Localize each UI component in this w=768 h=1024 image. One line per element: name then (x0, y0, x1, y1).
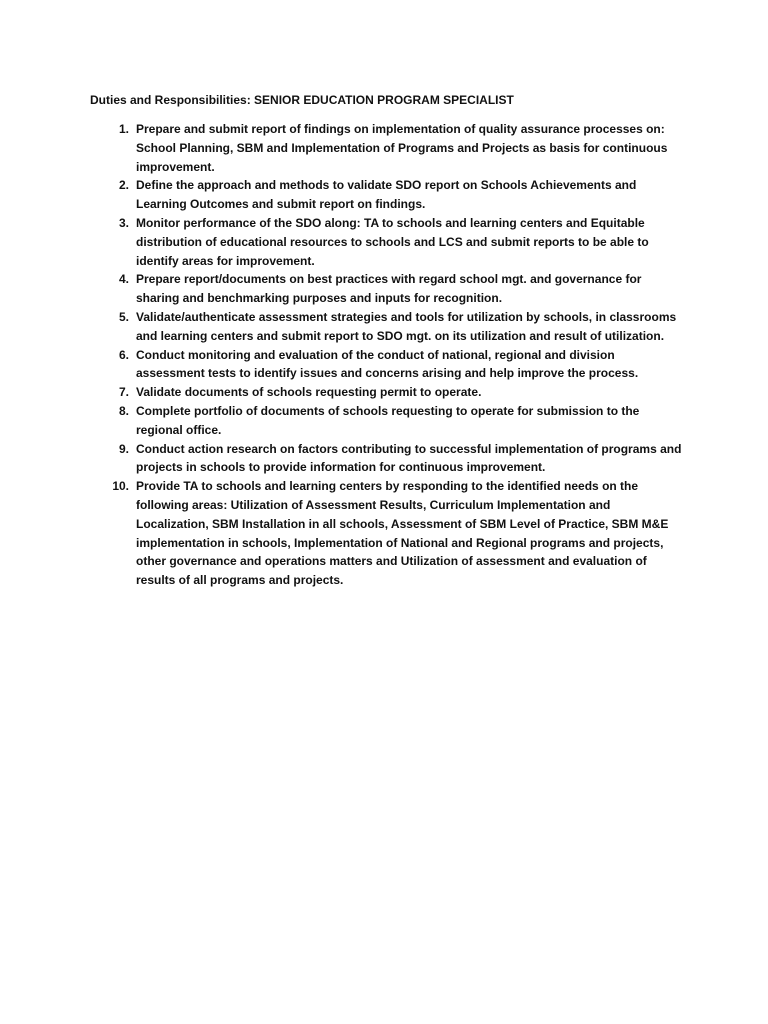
document-title: Duties and Responsibilities: SENIOR EDUCATION PROGRAM SPECIALIST (90, 93, 514, 107)
duty-number: 7. (118, 385, 129, 400)
duty-number: 6. (118, 347, 129, 362)
duty-item-5 (105, 308, 685, 346)
duty-number: 4. (118, 272, 129, 287)
duty-number: 3. (118, 215, 129, 230)
duties-list (105, 120, 685, 590)
duty-text: Prepare and submit report of findings on implementation of quality assurance processes on: School Planning, SBM and Implementation of Programs and Projects as basis for continuous improvement. (136, 122, 668, 174)
duty-item-2 (105, 176, 685, 214)
duty-text: Validate documents of schools requesting permit to operate. (136, 385, 482, 400)
duty-number: 8. (118, 403, 129, 418)
duty-item-8 (105, 402, 685, 440)
duty-text: Conduct action research on factors contributing to successful implementation of programs and projects in schools to provide information for continuous improvement. (136, 441, 682, 475)
duty-number: 5. (118, 309, 129, 324)
duty-text: Complete portfolio of documents of schools requesting to operate for submission to the regional office. (136, 403, 640, 437)
duty-text: Define the approach and methods to validate SDO report on Schools Achievements and Learning Outcomes and submit report on findings. (136, 178, 637, 212)
duty-item-1 (105, 120, 685, 176)
duty-item-9 (105, 440, 685, 478)
duty-number: 2. (118, 178, 129, 193)
duty-text: Monitor performance of the SDO along: TA to schools and learning centers and Equitable distribution of educational resources to schools and LCS and submit reports to be able to identify areas for improvement. (136, 215, 649, 268)
duty-item-7 (105, 383, 685, 402)
duty-item-6 (105, 346, 685, 384)
duty-text: Provide TA to schools and learning centers by responding to the identified needs on the following areas: Utilization of Assessment Results, Curriculum Implementation and Localization, SBM Installation in all schools, Assessment of SBM Level of Practice, SBM M&E implementation in schools, Implementation of National and Regional programs and projects, other governance and operations matters and Utilization of assessment and evaluation of results of all programs and projects. (136, 479, 669, 588)
duty-item-10 (105, 477, 685, 590)
duty-number: 1. (118, 122, 129, 136)
duty-text: Conduct monitoring and evaluation of the conduct of national, regional and division assessment tests to identify issues and concerns arising and help improve the process. (136, 347, 639, 381)
duty-text: Validate/authenticate assessment strategies and tools for utilization by schools, in classrooms and learning centers and submit report to SDO mgt. on its utilization and result of utilization. (136, 309, 677, 343)
duty-item-3 (105, 214, 685, 270)
duty-number: 10. (112, 479, 129, 494)
duty-text: Prepare report/documents on best practices with regard school mgt. and governance for sharing and benchmarking purposes and inputs for recognition. (136, 272, 642, 306)
duty-number: 9. (118, 441, 129, 456)
duty-item-4 (105, 270, 685, 308)
